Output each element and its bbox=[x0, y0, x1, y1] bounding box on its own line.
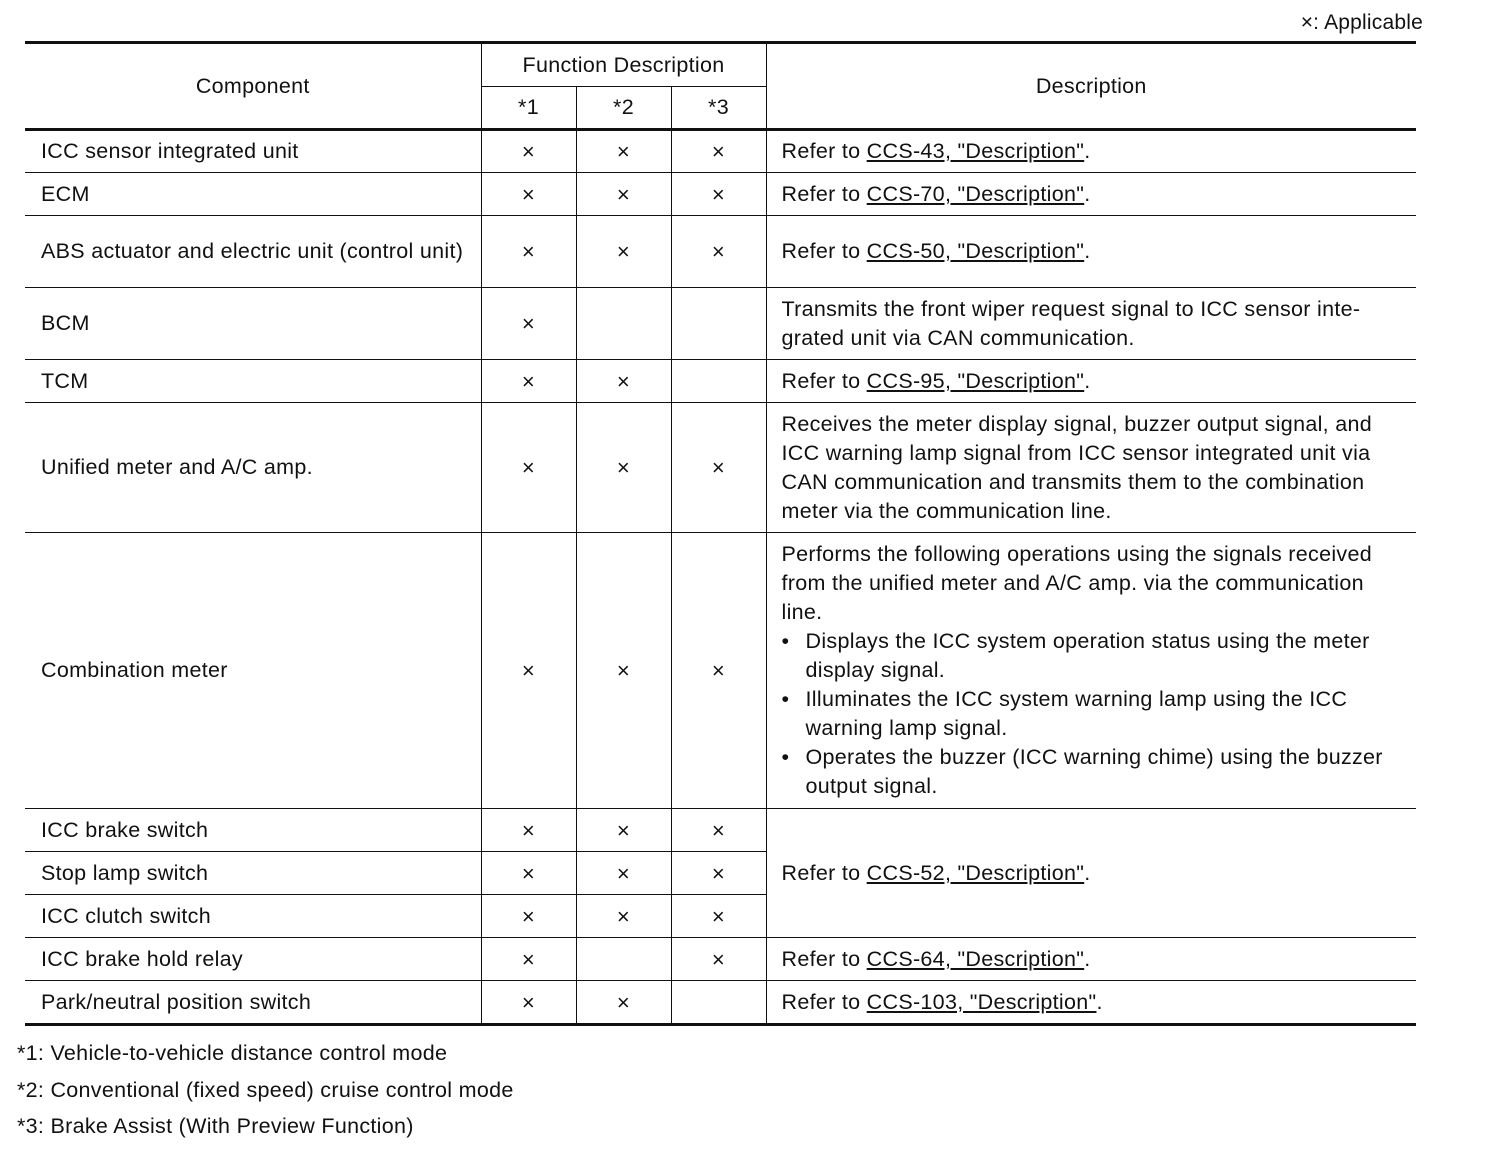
mode-1-mark: × bbox=[481, 533, 576, 809]
reference-link[interactable]: CCS-103, "Description" bbox=[866, 989, 1097, 1014]
bullet-dot: • bbox=[781, 629, 790, 653]
description-prefix: Refer to bbox=[781, 860, 867, 885]
mode-2-mark: × bbox=[576, 852, 671, 895]
description-suffix: . bbox=[1096, 989, 1103, 1014]
component-name: ABS actuator and electric unit (control unit) bbox=[25, 216, 481, 288]
description-suffix: . bbox=[1084, 368, 1091, 393]
description-text: Receives the meter display signal, buzzer output signal, and ICC warning lamp signal from ICC sensor integrated unit via CAN communication and transmits them to the combination meter via the communication line. bbox=[766, 403, 1416, 533]
mode-3-mark: × bbox=[671, 938, 766, 981]
reference-link[interactable]: CCS-70, "Description" bbox=[866, 181, 1085, 206]
table-row bbox=[25, 809, 1416, 852]
description-text: Performs the following operations using the signals received from the unified meter and A/C amp. via the communication line. bbox=[781, 542, 1372, 624]
table-row bbox=[25, 173, 1416, 216]
reference-link[interactable]: CCS-64, "Description" bbox=[866, 946, 1085, 971]
mode-1-mark: × bbox=[481, 809, 576, 852]
mode-3-mark: × bbox=[671, 895, 766, 938]
mode-2-mark: × bbox=[576, 403, 671, 533]
reference-link[interactable]: CCS-43, "Description" bbox=[866, 139, 1085, 163]
header-component: Component bbox=[25, 43, 481, 130]
description-cell bbox=[766, 360, 1416, 403]
table-row bbox=[25, 403, 1416, 533]
mode-1-mark: × bbox=[481, 173, 576, 216]
description-cell bbox=[766, 938, 1416, 981]
bullet-dot: • bbox=[781, 745, 790, 769]
bullet-text: Operates the buzzer (ICC warning chime) using the buzzer output signal. bbox=[805, 745, 1383, 798]
mode-3-mark: × bbox=[671, 809, 766, 852]
mode-1-mark: × bbox=[481, 852, 576, 895]
description-suffix: . bbox=[1084, 181, 1091, 206]
component-name: Stop lamp switch bbox=[25, 852, 481, 895]
component-name: ICC brake switch bbox=[25, 809, 481, 852]
mode-1-mark: × bbox=[481, 216, 576, 288]
header-mode-3: *3 bbox=[671, 87, 766, 130]
table-row bbox=[25, 938, 1416, 981]
description-prefix: Refer to bbox=[781, 946, 867, 971]
component-name: Combination meter bbox=[25, 533, 481, 809]
mode-2-mark bbox=[576, 938, 671, 981]
table-row bbox=[25, 981, 1416, 1025]
description-cell bbox=[766, 216, 1416, 288]
mode-1-mark: × bbox=[481, 288, 576, 360]
description-prefix: Refer to bbox=[781, 139, 867, 163]
description-cell bbox=[766, 981, 1416, 1025]
mode-2-mark: × bbox=[576, 216, 671, 288]
description-suffix: . bbox=[1084, 860, 1091, 885]
mode-2-mark: × bbox=[576, 533, 671, 809]
description-cell bbox=[766, 809, 1416, 938]
header-mode-2: *2 bbox=[576, 87, 671, 130]
mode-2-mark: × bbox=[576, 360, 671, 403]
component-name: TCM bbox=[25, 360, 481, 403]
table-row bbox=[25, 216, 1416, 288]
description-suffix: . bbox=[1084, 946, 1091, 971]
description-suffix: . bbox=[1084, 139, 1091, 163]
mode-1-mark: × bbox=[481, 981, 576, 1025]
table-row bbox=[25, 360, 1416, 403]
bullet-dot: • bbox=[781, 687, 790, 711]
mode-3-mark: × bbox=[671, 216, 766, 288]
header-function-description: Function Description bbox=[481, 43, 766, 87]
mode-2-mark bbox=[576, 288, 671, 360]
description-text: Transmits the front wiper request signal to ICC sensor inte-grated unit via CAN communication. bbox=[766, 288, 1416, 360]
footnotes bbox=[17, 1035, 514, 1145]
description-cell bbox=[766, 173, 1416, 216]
footnote-mode-1: *1: Vehicle-to-vehicle distance control mode bbox=[17, 1041, 448, 1065]
description-cell bbox=[766, 533, 1416, 809]
mode-2-mark: × bbox=[576, 130, 671, 173]
mode-3-mark bbox=[671, 981, 766, 1025]
bullet-item bbox=[782, 627, 1403, 685]
component-name: BCM bbox=[25, 288, 481, 360]
mode-3-mark: × bbox=[671, 173, 766, 216]
description-cell bbox=[766, 130, 1416, 173]
mode-3-mark bbox=[671, 288, 766, 360]
description-prefix: Refer to bbox=[781, 989, 867, 1014]
table-row bbox=[25, 288, 1416, 360]
mode-3-mark bbox=[671, 360, 766, 403]
component-name: ICC sensor integrated unit bbox=[25, 130, 481, 173]
applicable-legend: ×: Applicable bbox=[1300, 11, 1423, 34]
mode-3-mark: × bbox=[671, 130, 766, 173]
mode-3-mark: × bbox=[671, 852, 766, 895]
footnote-mode-3: *3: Brake Assist (With Preview Function) bbox=[17, 1114, 414, 1138]
mode-2-mark: × bbox=[576, 981, 671, 1025]
bullet-text: Illuminates the ICC system warning lamp using the ICC warning lamp signal. bbox=[805, 687, 1348, 740]
reference-link[interactable]: CCS-52, "Description" bbox=[866, 860, 1085, 885]
component-function-table bbox=[25, 41, 1416, 1026]
component-name: ICC clutch switch bbox=[25, 895, 481, 938]
reference-link[interactable]: CCS-50, "Description" bbox=[866, 239, 1085, 263]
component-name: Park/neutral position switch bbox=[25, 981, 481, 1025]
mode-1-mark: × bbox=[481, 938, 576, 981]
bullet-item bbox=[782, 685, 1403, 743]
bullet-text: Displays the ICC system operation status using the meter display signal. bbox=[805, 629, 1370, 682]
mode-2-mark: × bbox=[576, 809, 671, 852]
mode-1-mark: × bbox=[481, 130, 576, 173]
reference-link[interactable]: CCS-95, "Description" bbox=[866, 368, 1085, 393]
mode-3-mark: × bbox=[671, 403, 766, 533]
mode-1-mark: × bbox=[481, 403, 576, 533]
mode-2-mark: × bbox=[576, 895, 671, 938]
mode-1-mark: × bbox=[481, 360, 576, 403]
component-name: Unified meter and A/C amp. bbox=[25, 403, 481, 533]
description-prefix: Refer to bbox=[781, 181, 867, 206]
footnote-mode-2: *2: Conventional (fixed speed) cruise control mode bbox=[17, 1077, 514, 1102]
description-suffix: . bbox=[1084, 239, 1091, 263]
bullet-item bbox=[782, 743, 1403, 801]
table-row bbox=[25, 533, 1416, 809]
mode-1-mark: × bbox=[481, 895, 576, 938]
mode-2-mark: × bbox=[576, 173, 671, 216]
table-row bbox=[25, 130, 1416, 173]
component-name: ECM bbox=[25, 173, 481, 216]
description-prefix: Refer to bbox=[781, 239, 867, 263]
component-name: ICC brake hold relay bbox=[25, 938, 481, 981]
header-description: Description bbox=[766, 43, 1416, 130]
description-prefix: Refer to bbox=[781, 368, 867, 393]
header-mode-1: *1 bbox=[481, 87, 576, 130]
mode-3-mark: × bbox=[671, 533, 766, 809]
